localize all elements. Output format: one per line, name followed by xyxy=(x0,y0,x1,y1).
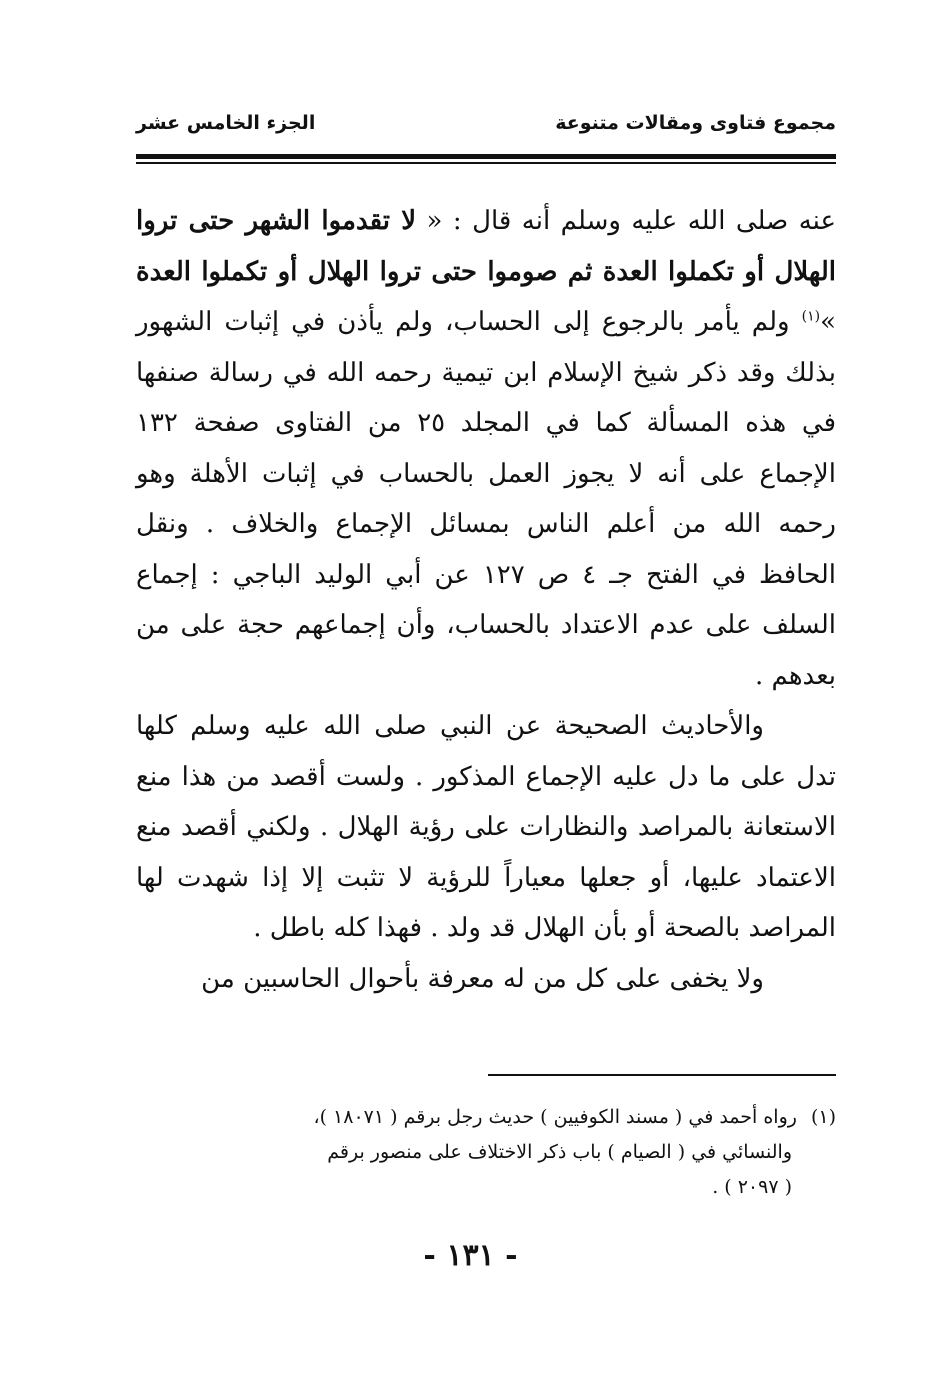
paragraph-3: ولا يخفى على كل من له معرفة بأحوال الحاسبين من xyxy=(201,963,764,994)
main-text xyxy=(136,196,836,1004)
hadith-quote: لا تقدموا الشهر حتى تروا الهلال أو تكملوا العدة ثم صوموا حتى تروا الهلال أو تكملوا العدة xyxy=(136,206,836,287)
footnote-line-2: والنسائي في ( الصيام ) باب ذكر الاختلاف على منصور برقم xyxy=(327,1141,792,1163)
p1-close: » xyxy=(820,307,836,337)
footnote xyxy=(136,1100,836,1205)
header-rule-thin xyxy=(136,162,836,164)
footnote-line-1 xyxy=(136,1100,836,1135)
volume-label: الجزء الخامس عشر xyxy=(136,112,316,134)
p1-intro: عنه صلى الله عليه وسلم أنه قال : « xyxy=(416,206,836,236)
page-number: - ١٣١ - xyxy=(423,1238,518,1273)
footnote-number: (١) xyxy=(810,1106,836,1128)
footnote-line-3: ( ٢٠٩٧ ) . xyxy=(712,1176,792,1198)
p1-rest: ولم يأمر بالرجوع إلى الحساب، ولم يأذن في إثبات الشهور بذلك وقد ذكر شيخ الإسلام ابن تيمية رحمه الله في رسالة صنفها في هذه المسألة كما في المجلد ٢٥ من الفتاوى صفحة ١٣٢ الإجماع على أنه لا يجوز العمل بالحساب في إثبات الأهلة وهو رحمه الله من أعلم الناس بمسائل الإجماع والخلاف . ونقل الحافظ في الفتح جـ ٤ ص ١٢٧ عن أبي الوليد الباجي : إجماع السلف على عدم الاعتداد بالحساب، وأن إجماعهم حجة على من بعدهم . xyxy=(136,307,836,691)
paragraph-1 xyxy=(136,196,836,701)
paragraph-2: والأحاديث الصحيحة عن النبي صلى الله عليه وسلم كلها تدل على ما دل عليه الإجماع المذكور . ولست أقصد من هذا منع الاستعانة بالمراصد والنظارات على رؤية الهلال . ولكني أقصد منع الاعتماد عليها، أو جعلها معياراً للرؤية لا تثبت إلا إذا شهدت لها المراصد بالصحة أو بأن الهلال قد ولد . فهذا كله باطل . xyxy=(136,711,836,943)
running-header xyxy=(136,112,836,142)
book-title: مجموع فتاوى ومقالات متنوعة xyxy=(555,112,836,134)
header-rule-thick xyxy=(136,154,836,159)
footnote-text-1: رواه أحمد في ( مسند الكوفيين ) حديث رجل برقم ( ١٨٠٧١ )، xyxy=(313,1106,797,1128)
footnote-ref: (١) xyxy=(801,308,821,325)
footnote-rule xyxy=(488,1074,836,1076)
